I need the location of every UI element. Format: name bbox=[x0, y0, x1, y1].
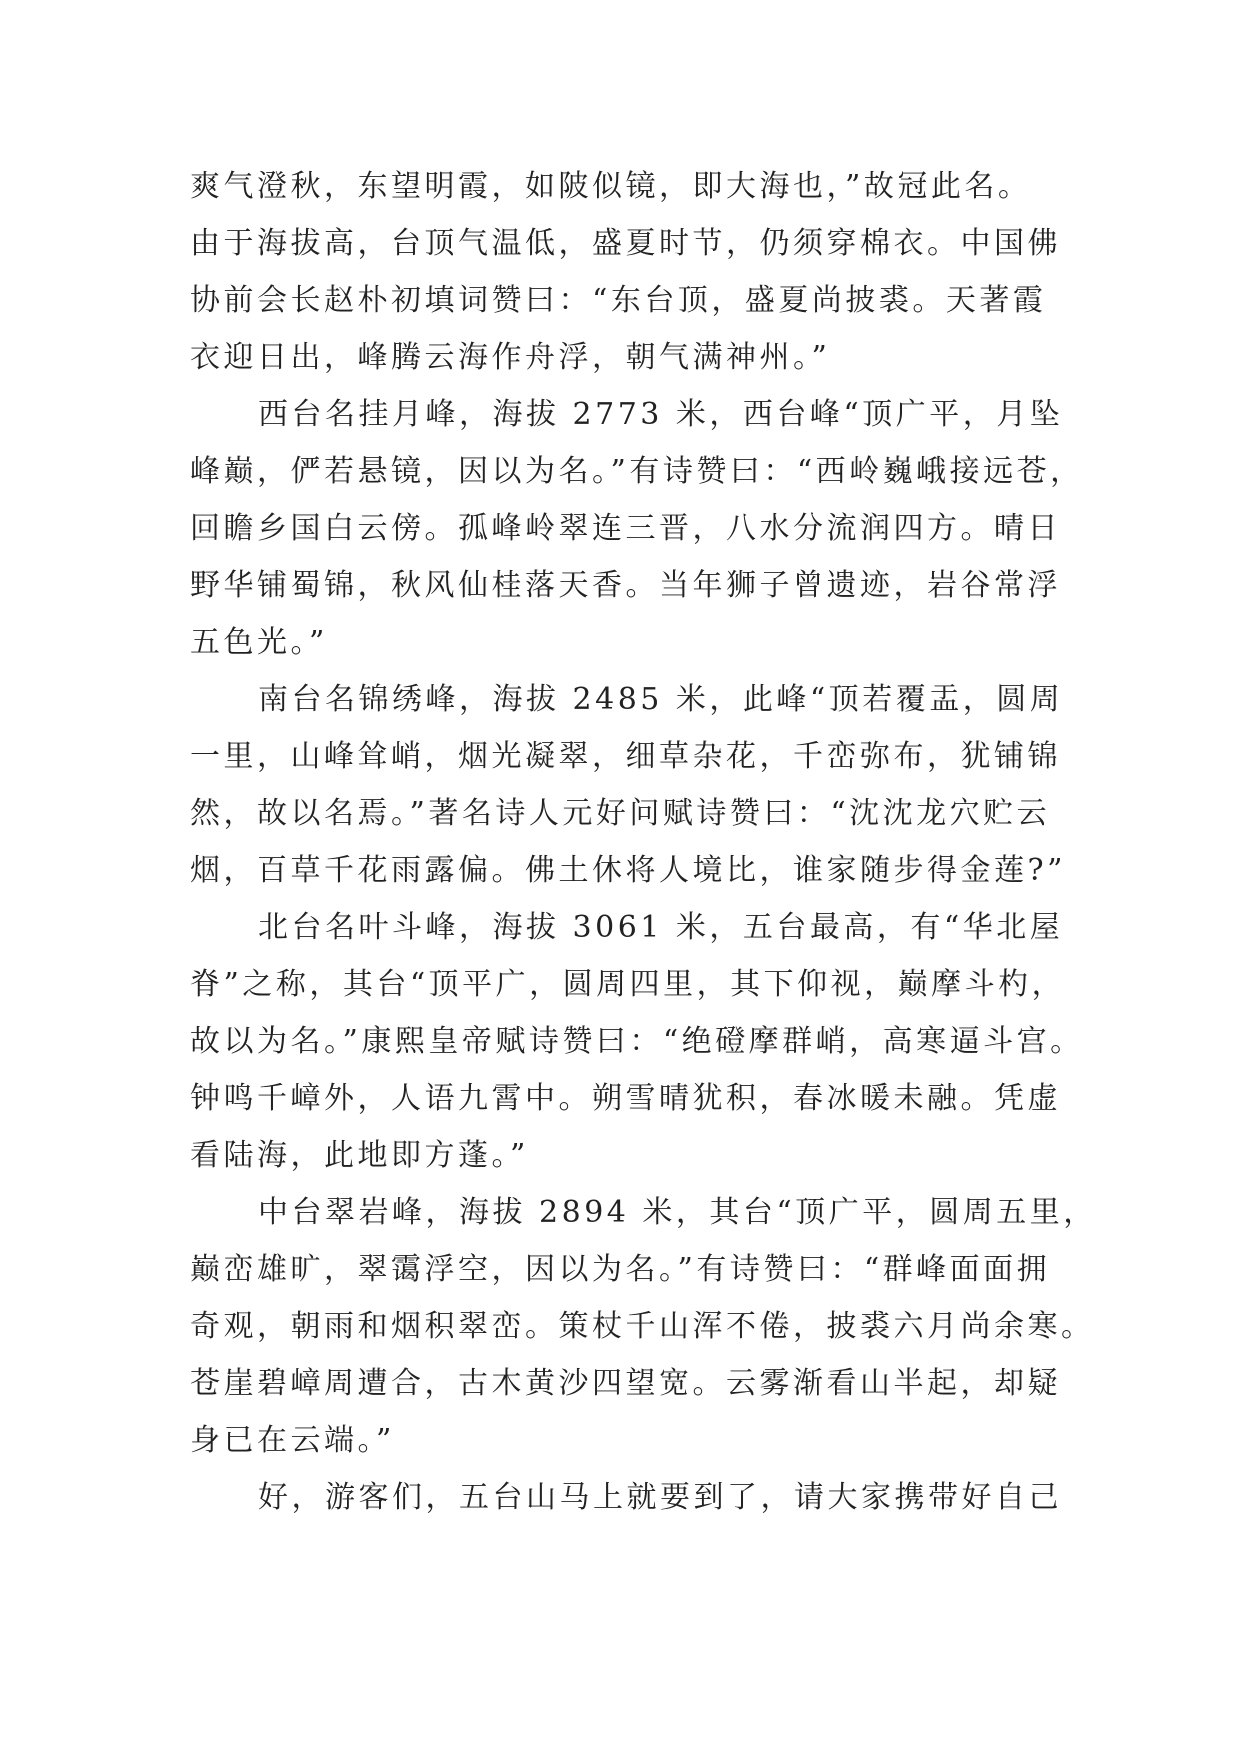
text-line: 身已在云端。” bbox=[190, 1423, 395, 1458]
text-line: 巅峦雄旷，翠霭浮空，因以为名。”有诗赞曰：“群峰面面拥 bbox=[190, 1252, 1051, 1287]
text-line: 奇观，朝雨和烟积翠峦。策杖千山浑不倦，披裘六月尚余寒。 bbox=[190, 1309, 1095, 1344]
text-line: 看陆海，此地即方蓬。” bbox=[190, 1138, 529, 1173]
text-line: 北台名叶斗峰，海拔 3061 米，五台最高，有“华北屋 bbox=[258, 910, 1064, 945]
text-line: 协前会长赵朴初填词赞曰：“东台顶，盛夏尚披裘。天著霞 bbox=[190, 283, 1047, 318]
text-line: 五色光。” bbox=[190, 625, 328, 660]
document-body bbox=[190, 158, 1097, 1526]
text-line: 故以为名。”康熙皇帝赋诗赞曰：“绝磴摩群峭，高寒逼斗宫。 bbox=[190, 1024, 1084, 1059]
text-line: 烟，百草千花雨露偏。佛土休将人境比，谁家随步得金莲?” bbox=[190, 853, 1066, 888]
text-line: 钟鸣千嶂外，人语九霄中。朔雪晴犹积，春冰暖未融。凭虚 bbox=[190, 1081, 1061, 1116]
text-line: 苍崖碧嶂周遭合，古木黄沙四望宽。云雾渐看山半起，却疑 bbox=[190, 1366, 1061, 1401]
text-line: 脊”之称，其台“顶平广，圆周四里，其下仰视，巅摩斗杓， bbox=[190, 967, 1066, 1002]
text-line: 南台名锦绣峰，海拔 2485 米，此峰“顶若覆盂，圆周 bbox=[258, 682, 1064, 717]
text-line: 回瞻乡国白云傍。孤峰岭翠连三晋，八水分流润四方。晴日 bbox=[190, 511, 1061, 546]
text-line: 峰巅，俨若悬镜，因以为名。”有诗赞曰：“西岭巍峨接远苍， bbox=[190, 454, 1084, 489]
text-line: 爽气澄秋，东望明霞，如陂似镜，即大海也，”故冠此名。 bbox=[190, 169, 1032, 204]
text-line: 然，故以名焉。”著名诗人元好问赋诗赞曰：“沈沈龙穴贮云 bbox=[190, 796, 1051, 831]
text-line: 衣迎日出，峰腾云海作舟浮，朝气满神州。” bbox=[190, 340, 831, 375]
text-line: 中台翠岩峰，海拔 2894 米，其台“顶广平，圆周五里， bbox=[258, 1195, 1097, 1230]
text-line: 野华铺蜀锦，秋风仙桂落天香。当年狮子曾遗迹，岩谷常浮 bbox=[190, 568, 1061, 603]
text-line: 一里，山峰耸峭，烟光凝翠，细草杂花，千峦弥布，犹铺锦 bbox=[190, 739, 1061, 774]
text-line: 由于海拔高，台顶气温低，盛夏时节，仍须穿棉衣。中国佛 bbox=[190, 226, 1061, 261]
text-line: 西台名挂月峰，海拔 2773 米，西台峰“顶广平，月坠 bbox=[258, 397, 1064, 432]
text-line: 好，游客们，五台山马上就要到了，请大家携带好自己 bbox=[258, 1480, 1062, 1515]
